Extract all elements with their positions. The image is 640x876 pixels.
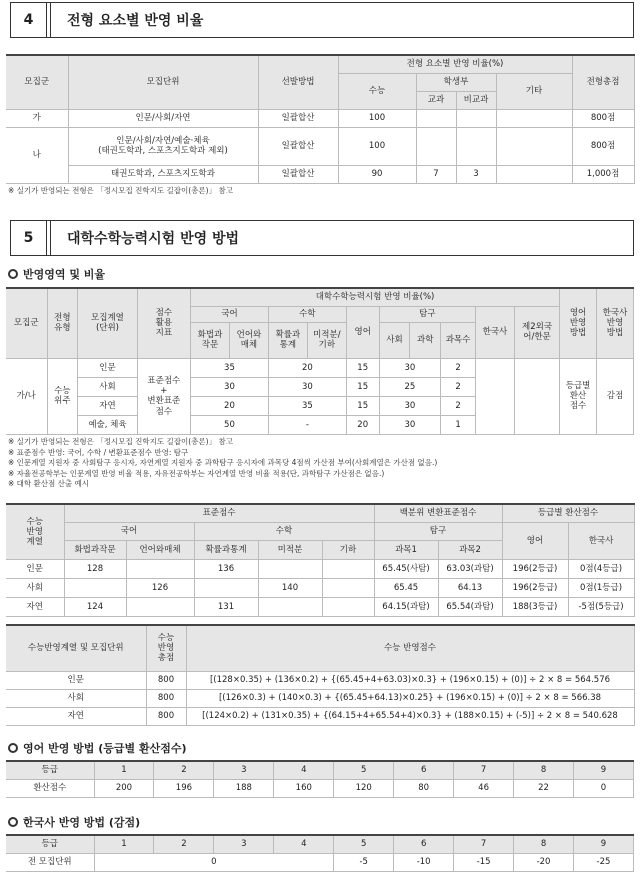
section-number: 5 [11,221,47,255]
section-title: 대학수학능력시험 반영 방법 [67,231,240,247]
subheading: 반영영역 및 비율 [8,266,105,282]
notes: ※ 실기가 반영되는 전형은 「정시모집 진학지도 길잡이(총론)」 참고 ※ 표준점수 반영: 국어, 수학 / 변환표준점수 반영: 탐구 ※ 인문계열 지원자 중 사회탐구 응시자, 자연계열 지원자 중 과학탐구 응시자에 과목당 4점씩 가산점 부여(사회계열은 가산점 없음.) ※ 자율전공학부는 인문계열 반영 비율 적용, 자유전공학부는 자연계열 반영 비율 적용(단, 과학탐구 가산점은 없음.) ※ 대학 환산점 산출 예시 [8,437,438,488]
table-row: 환산점수 200 196 188 160 120 80 46 22 0 [6,779,634,797]
note: ※ 실기가 반영되는 전형은 「정시모집 진학지도 길잡이(총론)」 참고 [8,186,233,195]
table-row: 자연 800 [(124×0.2) + (131×0.35) + {(64.15+4+65.54+4)×0.3} + (188×0.15) + (-5)] ÷ 2 × 8 = 540.628 [6,707,634,725]
ratio-table: 모집군 모집단위 선발방법 전형 요소별 반영 비율(%) 전형총점 수능 학생부 기타 교과 비교과 가 인문/사회/자연 일괄합산 100 800점 나 인문/사회/자연/예술·체육 (태권도학과, 스포츠지도학과 제외) 일괄합산 100 800점 태권도학과, 스포츠지도학과 일괄합산 90 7 3 1,000점 [6,54,635,184]
section-number: 4 [11,3,47,37]
table-row: 자연 20 35 15 30 2 [6,396,634,415]
example-score-table: 수능 반영 계열 표준점수 백분위 변환표준점수 등급별 환산점수 국어 수학 탐구 영어 한국사 화법과작문 언어와매체 확률과통계 미적분 기하 과목1 과목2 인문 128 136 65.45(사탐) 63.03(과탐) 196(2등급) 0점(4등급) 사회 126 140 65.45 64.13 196(2등급) 0점(1등급) 자연 124 131 64.15(과탐) 65.54(과탐) 188(3등급) -5점(5등급) [6,503,635,617]
calc-table: 수능반영계열 및 모집단위 수능 반영 총점 수능 반영점수 인문 800 [(128×0.35) + (136×0.2) + {(65.45+4+63.03)×0.3} + (196×0.15) + (0)] ÷ 2 × 8 = 564.576 사회 800 [(126×0.3) + (140×0.3) + {(65.45+64.13)×0.25} + (196×0.15) + (0)] ÷ 2 × 8 = 566.38 자연 800 [(124×0.2) + (131×0.35) + {(64.15+4+65.54+4)×0.3} + (188×0.15) + (-5)] ÷ 2 × 8 = 540.628 [6,624,635,726]
table-row: 사회 30 30 15 25 2 [6,377,634,396]
section-5-header [10,220,634,256]
table-row: 인문 800 [(128×0.35) + (136×0.2) + {(65.45+4+63.03)×0.3} + (196×0.15) + (0)] ÷ 2 × 8 = 564.576 [6,671,634,689]
table-row: 가/나 수능 위주 인문 표준점수 + 변환표준 점수 35 20 15 30 2 등급별 환산 점수 감점 [6,358,634,377]
circle-bullet-icon [8,743,18,753]
table-row: 인문 128 136 65.45(사탐) 63.03(과탐) 196(2등급) 0점(4등급) [6,559,634,578]
table-row: 예술, 체육 50 - 20 30 1 [6,415,634,434]
table-row: 가 인문/사회/자연 일괄합산 100 800점 [6,109,634,127]
history-table: 등급 1 2 3 4 5 6 7 8 9 전 모집단위 0 -5 -10 -15 -20 -25 [6,834,634,872]
section-title: 전형 요소별 반영 비율 [67,13,204,29]
table-row: 전 모집단위 0 -5 -10 -15 -20 -25 [6,853,634,871]
circle-bullet-icon [8,269,18,279]
circle-bullet-icon [8,817,18,827]
subheading: 영어 반영 방법 (등급별 환산점수) [8,740,187,756]
table-row: 사회 126 140 65.45 64.13 196(2등급) 0점(1등급) [6,578,634,597]
csat-ratio-table: 모집군 전형 유형 모집계열 (단위) 점수 활용 지표 대학수학능력시험 반영 비율(%) 영어 반영 방법 한국사 반영 방법 국어 수학 영어 탐구 한국사 제2외국 어/한문 화법과 작문 언어와 매체 확률과 통계 미적분/ 기하 사회 과학 과목수 가/나 수능 위주 인문 표준점수 + 변환표준 점수 35 20 15 30 2 등급별 환산 점수 감점 사회 30 30 15 25 2 자연 20 35 15 30 2 예술, 체육 50 - 20 30 1 [6,287,634,435]
subheading: 한국사 반영 방법 (감점) [8,814,140,830]
section-4-header [10,2,634,38]
english-table: 등급 1 2 3 4 5 6 7 8 9 환산점수 200 196 188 160 120 80 46 22 0 [6,760,634,798]
table-row: 나 인문/사회/자연/예술·체육 (태권도학과, 스포츠지도학과 제외) 일괄합산 100 800점 [6,127,634,165]
table-row: 사회 800 [(126×0.3) + (140×0.3) + {(65.45+64.13)×0.25} + (196×0.15) + (0)] ÷ 2 × 8 = 566.38 [6,689,634,707]
table-row: 자연 124 131 64.15(과탐) 65.54(과탐) 188(3등급) -5점(5등급) [6,597,634,616]
table-row: 태권도학과, 스포츠지도학과 일괄합산 90 7 3 1,000점 [6,165,634,183]
